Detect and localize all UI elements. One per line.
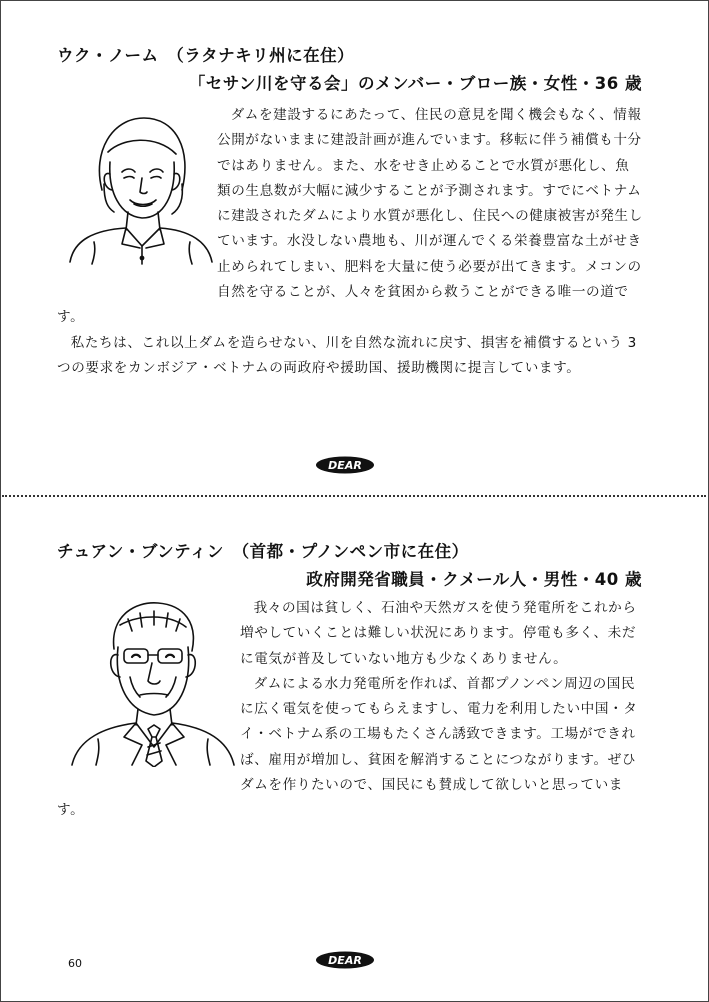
svg-text:DEAR: DEAR [328, 954, 362, 967]
paragraph: 我々の国は貧しく、石油や天然ガスを使う発電所をこれから増やしていくことは難しい状況にあります。停電も多く、未だに電気が普及していない地方も少なくありません。 [240, 600, 637, 667]
svg-text:DEAR: DEAR [328, 459, 362, 472]
person-name: チュアン・ブンティン （首都・プノンペン市に在住） [57, 542, 469, 561]
woman-portrait-illustration [64, 112, 214, 267]
person-affiliation: 「セサン川を守る会」のメンバー・ブロー族・女性・36 歳 [188, 74, 642, 93]
page-number: 60 [68, 957, 82, 970]
profile-section-1 [0, 0, 709, 495]
man-portrait-illustration [68, 597, 238, 767]
dear-logo [314, 455, 376, 475]
paragraph: 私たちは、これ以上ダムを造らせない、川を自然な流れに戻す、損害を補償するという 3 つの要求をカンボジア・ベトナムの両政府や援助国、援助機関に提言しています。 [57, 334, 637, 376]
person-affiliation: 政府開発省職員・クメール人・男性・40 歳 [306, 570, 642, 589]
profile-section-2 [0, 497, 709, 1002]
paragraph: ダムによる水力発電所を作れば、首都プノンペン周辺の国民に広く電気を使ってもらえますし、電力を利用したい中国・タイ・ベトナム系の工場もたくさん誘致できます。工場ができれば、雇用が増加し、貧困を解消することにつながります。ぜひダムを作りたいので、国民にも賛成して欲しいと思っています。 [57, 675, 638, 819]
paragraph: ダムを建設するにあたって、住民の意見を聞く機会もなく、情報公開がないままに建設計画が進んでいます。移転に伴う補償も十分ではありません。また、水をせき止めることで水質が悪化し、魚類の生息数が大幅に減少することが予測されます。すでにベトナムに建設されたダムにより水質が悪化し、住民への健康被害が発生しています。水没しない農地も、川が運んでくる栄養豊富な土がせき止められてしまい、肥料を大量に使う必要が出てきます。メコンの自然を守ることが、人々を貧困から救うことができる唯一の道です。 [57, 107, 643, 326]
person-name: ウク・ノーム （ラタナキリ州に在住） [57, 46, 355, 65]
dear-logo [314, 950, 376, 970]
